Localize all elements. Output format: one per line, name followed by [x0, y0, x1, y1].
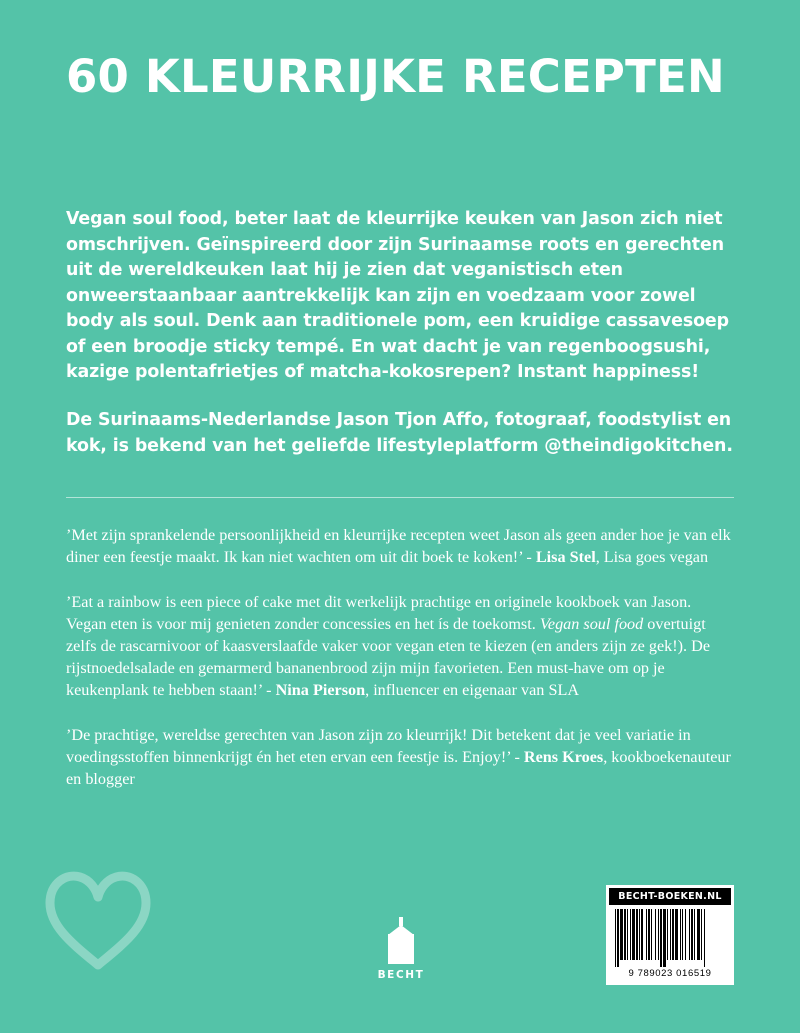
quote-attribution: Rens Kroes [523, 747, 604, 766]
review-quote [66, 524, 734, 568]
barcode-website-label: BECHT-BOEKEN.NL [609, 888, 731, 905]
publisher-name: BECHT [377, 969, 425, 981]
divider [66, 497, 734, 498]
blurb-text [66, 207, 734, 459]
page-title: 60 KLEURRIJKE RECEPTEN [66, 50, 725, 103]
blurb-paragraph-1: Vegan soul food, beter laat de kleurrijke keuken van Jason zich niet omschrijven. Geïnspireerd door zijn Surinaamse roots en gerechten uit de wereldkeuken laat hij je zien dat veganistisch eten onweerstaanbaar aantrekkelijk kan zijn en voedzaam voor zowel body als soul. Denk aan traditionele pom, een kruidige cassavesoep of een broodje sticky tempé. En wat dacht je van regenboogsushi, kazige polentafrietjes of matcha-kokosrepen? Instant happiness! [66, 209, 729, 383]
publisher-mark-icon [388, 934, 414, 964]
publisher-logo [366, 934, 436, 981]
blurb-paragraph-2: De Surinaams-Nederlandse Jason Tjon Affo, fotograaf, foodstylist en kok, is bekend van het geliefde lifestyleplatform @theindigokitchen. [66, 410, 733, 456]
quote-text-before: ’Eat a rainbow is een piece of cake met dit werkelijk prachtige en originele kookboek van Jason. Vegan eten is voor mij genieten zonder concessies en het ís de toekomst. [66, 592, 692, 633]
quote-text-middle: overtuigt zelfs de rascarnivoor of kaasverslaafde vaker voor vegan eten te kiezen (en anders zijn ze gek!). De rijstnoedelsalade en gemarmerd bananenbrood zijn mijn favorieten. Een must-have om op je keukenplank te hebben staan!’ - [66, 614, 711, 700]
quote-attribution: Lisa Stel [535, 548, 596, 567]
barcode-number: 9 789023 016519 [628, 968, 712, 979]
quote-title-italic: Vegan soul food [539, 614, 644, 633]
review-quote [66, 724, 734, 791]
review-quotes [66, 524, 734, 790]
quote-attribution: Nina Pierson [275, 681, 366, 700]
barcode-block [606, 885, 734, 985]
barcode-bars [615, 909, 725, 967]
quote-text-after: , Lisa goes vegan [595, 548, 709, 567]
heart-icon [44, 867, 152, 971]
quote-text-before: ’Met zijn sprankelende persoonlijkheid en kleurrijke recepten weet Jason als geen ander hoe je van elk diner een feestje maakt. Ik kan niet wachten om uit dit boek te koken!’ - [66, 526, 731, 567]
quote-text-before: ’De prachtige, wereldse gerechten van Jason zijn zo kleurrijk! Dit betekent dat je veel variatie in voedingsstoffen binnenkrijgt én het eten ervan een feestje is. Enjoy!’ - [66, 725, 691, 766]
quote-text-after: , kookboekenauteur en blogger [66, 747, 731, 788]
review-quote [66, 591, 734, 702]
quote-text-after: , influencer en eigenaar van SLA [365, 681, 580, 700]
